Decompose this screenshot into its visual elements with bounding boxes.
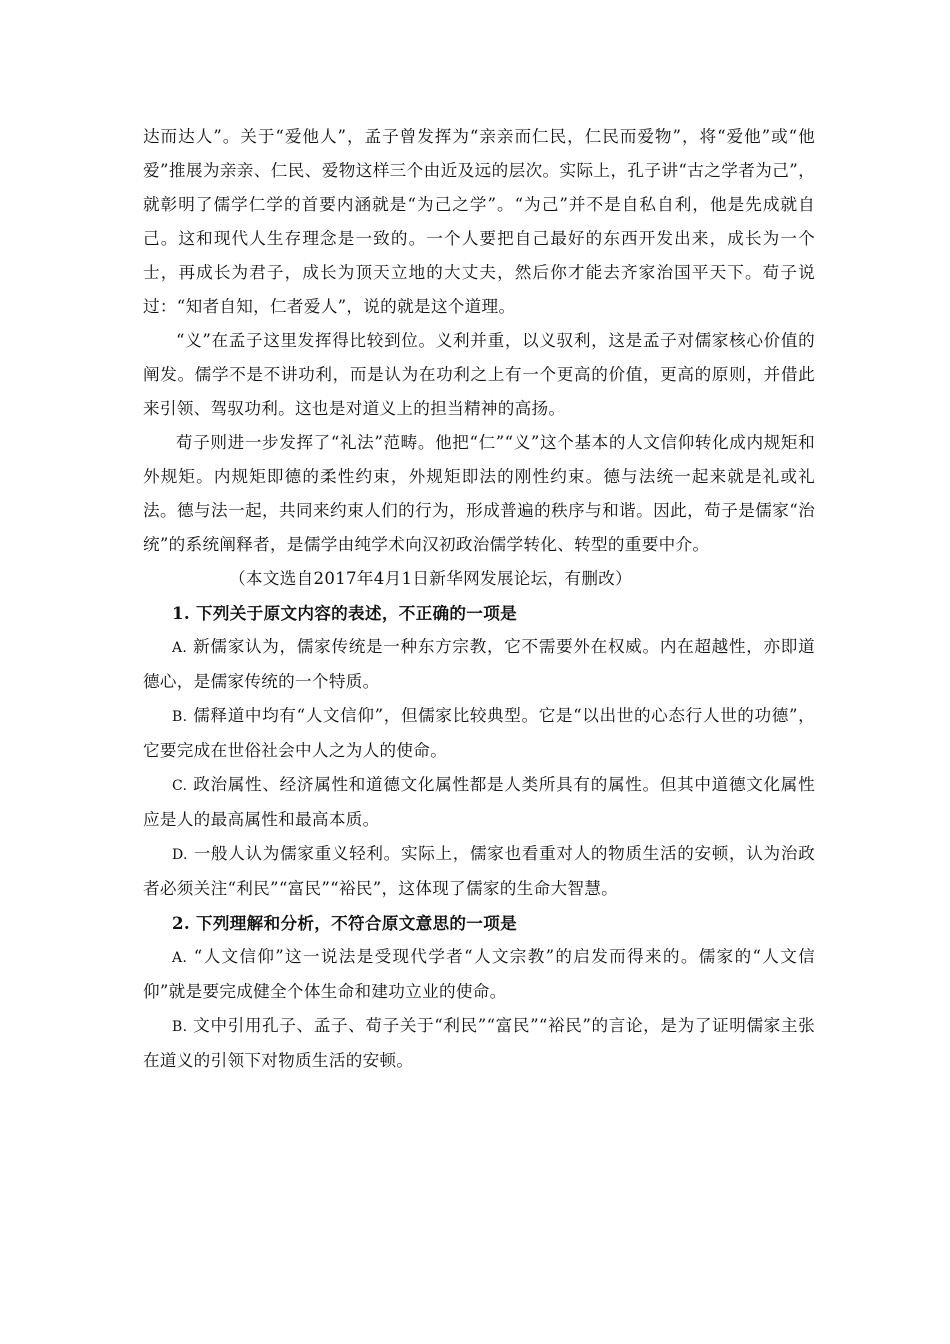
question-2-option-b (143, 1009, 815, 1078)
option-text: 新儒家认为，儒家传统是一种东方宗教，它不需要外在权威。内在超越性，亦即道德心，是儒家传统的一个特质。 (143, 637, 815, 691)
question-1-option-b (143, 699, 815, 768)
option-letter: A. (172, 640, 188, 656)
paragraph-2: “义”在孟子这里发挥得比较到位。义利并重，以义驭利，这是孟子对儒家核心价值的阐发。儒学不是不讲功利，而是认为在功利之上有一个更高的价值，更高的原则，并借此来引领、驾驭功利。这也是对道义上的担当精神的高扬。 (143, 331, 815, 418)
option-letter: B. (172, 1019, 188, 1035)
question-1-option-c (143, 768, 815, 837)
paragraph-1: 达而达人”。关于“爱他人”，孟子曾发挥为“亲亲而仁民，仁民而爱物”，将“爱他”或“他爱”推展为亲亲、仁民、爱物这样三个由近及远的层次。实际上，孔子讲“古之学者为己”，就彰明了儒学仁学的首要内涵就是“为己之学”。“为己”并不是自私自利，他是先成就自己。这和现代人生存理念是一致的。一个人要把自己最好的东西开发出来，成长为一个士，再成长为君子，成长为顶天立地的大丈夫，然后你才能去齐家治国平天下。荀子说过：“知者自知，仁者爱人”，说的就是这个道理。 (143, 127, 815, 316)
option-text: 一般人认为儒家重义轻利。实际上，儒家也看重对人的物质生活的安顿，认为治政者必须关注“利民”“富民”“裕民”，这体现了儒家的生命大智慧。 (143, 844, 815, 898)
paragraph-3: 荀子则进一步发挥了“礼法”范畴。他把“仁”“义”这个基本的人文信仰转化成内规矩和外规矩。内规矩即德的柔性约束，外规矩即法的刚性约束。德与法统一起来就是礼或礼法。德与法一起，共同来约束人们的行为，形成普遍的秩序与和谐。因此，荀子是儒家“治统”的系统阐释者，是儒学由纯学术向汉初政治儒学转化、转型的重要中介。 (143, 433, 815, 554)
option-text: “人文信仰”这一说法是受现代学者“人文宗教”的启发而得来的。儒家的“人文信仰”就是要完成健全个体生命和建功立业的使命。 (143, 947, 816, 1001)
option-letter: B. (172, 709, 188, 725)
option-letter: D. (172, 847, 188, 863)
question-2-title: 2. 下列理解和分析，不符合原文意思的一项是 (172, 913, 517, 933)
option-text: 文中引用孔子、孟子、荀子关于“利民”“富民”“裕民”的言论，是为了证明儒家主张在道义的引领下对物质生活的安顿。 (143, 1016, 815, 1070)
question-2-option-a (143, 940, 815, 1009)
question-1-option-d (143, 837, 815, 906)
option-text: 儒释道中均有“人文信仰”，但儒家比较典型。它是“以出世的心态行人世的功德”，它要完成在世俗社会中人之为人的使命。 (143, 706, 815, 760)
document-body (143, 120, 815, 1078)
question-1-option-a (143, 630, 815, 699)
option-letter: A. (172, 950, 188, 966)
question-1-title: 1. 下列关于原文内容的表述，不正确的一项是 (172, 603, 517, 623)
source-note: （本文选自2017年4月1日新华网发展论坛，有删改） (229, 569, 633, 588)
option-text: 政治属性、经济属性和道德文化属性都是人类所具有的属性。但其中道德文化属性应是人的最高属性和最高本质。 (143, 775, 815, 829)
option-letter: C. (172, 778, 188, 794)
